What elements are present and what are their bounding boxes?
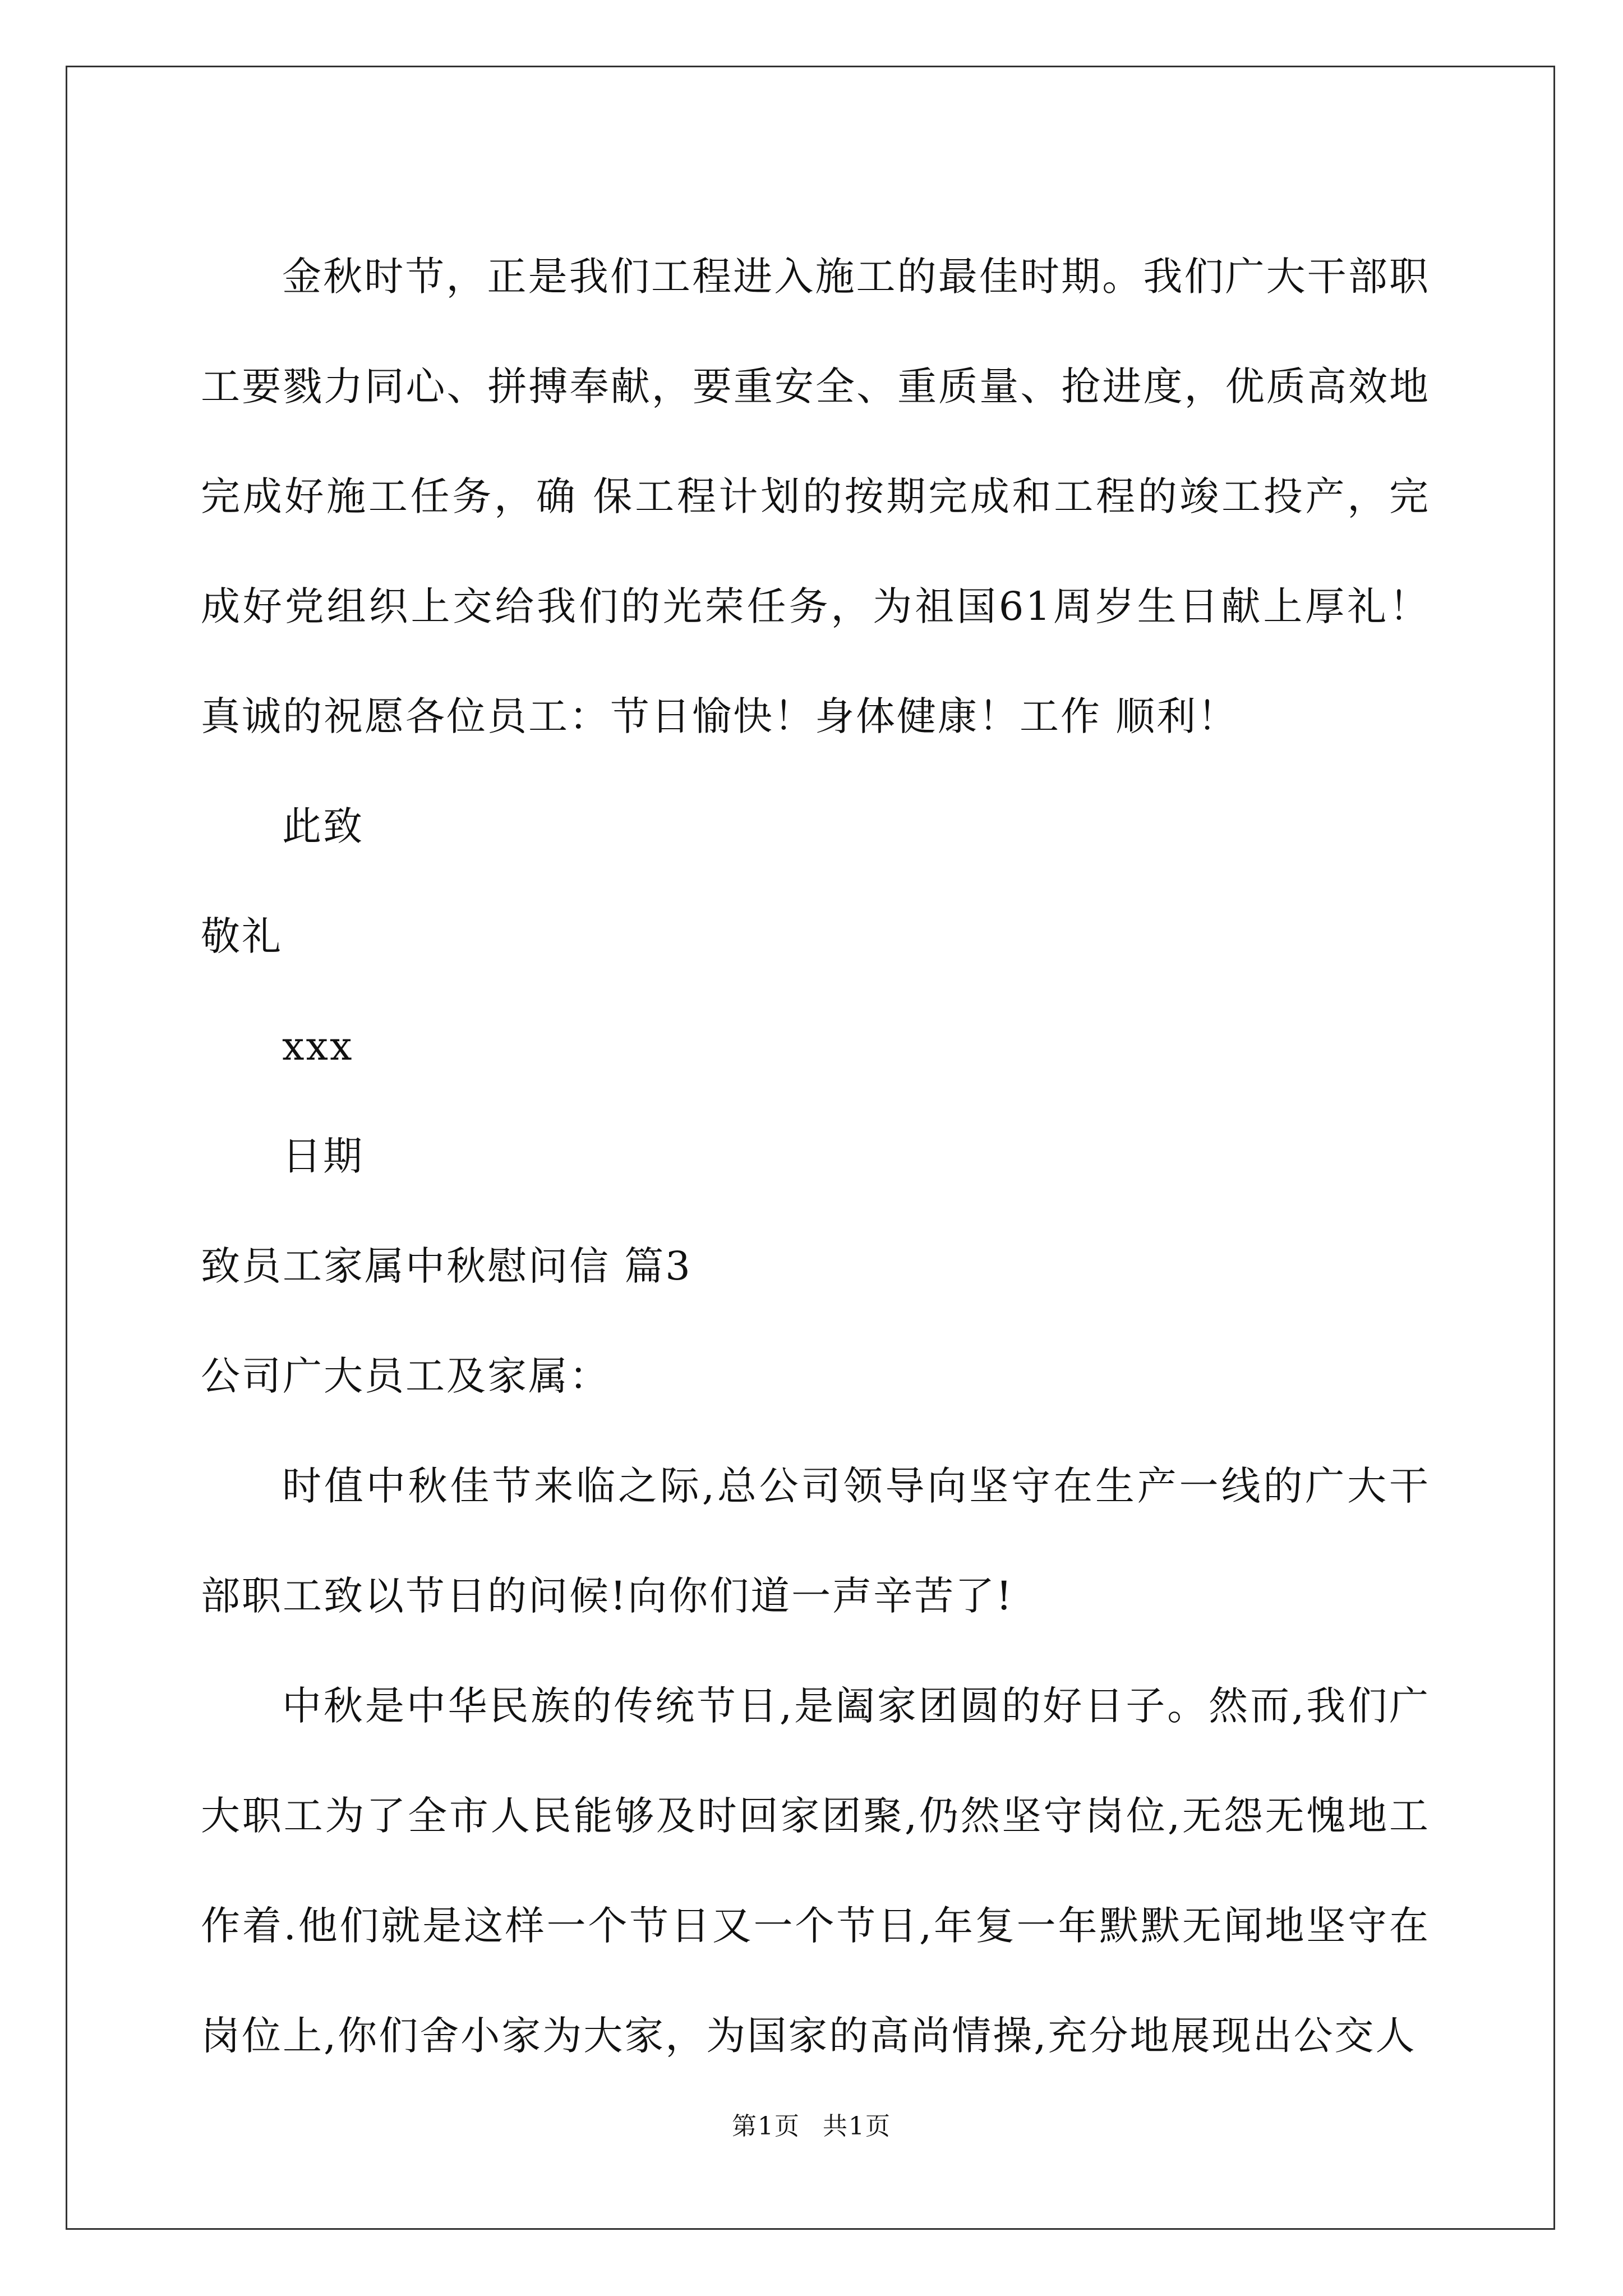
signature-date: 日期 <box>282 1133 364 1179</box>
section-title: 致员工家属中秋慰问信 篇3 <box>201 1243 692 1289</box>
signature-name: xxx <box>282 1023 354 1069</box>
paragraph-3: 中秋是中华民族的传统节日,是阖家团圆的好日子。然而,我们广大职工为了全市人民能够及时回家团聚,仍然坚守岗位,无怨无愧地工作着.他们就是这样一个节日又一个节日,年复一年默默无闻地坚守在岗位上,你们舍小家为大家，为国家的高尚情操,充分地展现出公交人 <box>201 1683 1430 2059</box>
document-body <box>201 222 1430 2091</box>
page-total: 共1页 <box>823 2112 891 2141</box>
closing-regards: 敬礼 <box>201 913 283 959</box>
closing-salutation: 此致 <box>282 803 364 849</box>
paragraph-1: 金秋时节，正是我们工程进入施工的最佳时期。我们广大干部职工要戮力同心、拼搏奉献，要重安全、重质量、抢进度，优质高效地完成好施工任务，确 保工程计划的按期完成和工程的竣工投产，完成好党组织上交给我们的光荣任务，为祖国61周岁生日献上厚礼！真诚的祝愿各位员工：节日愉快！身体健康！工作 顺利！ <box>201 254 1430 739</box>
page-number: 第1页 <box>732 2112 800 2141</box>
paragraph-2: 时值中秋佳节来临之际,总公司领导向坚守在生产一线的广大干部职工致以节日的问候!向你们道一声辛苦了! <box>201 1463 1430 1619</box>
page-footer <box>0 2106 1623 2142</box>
letter-greeting: 公司广大员工及家属： <box>201 1353 610 1399</box>
